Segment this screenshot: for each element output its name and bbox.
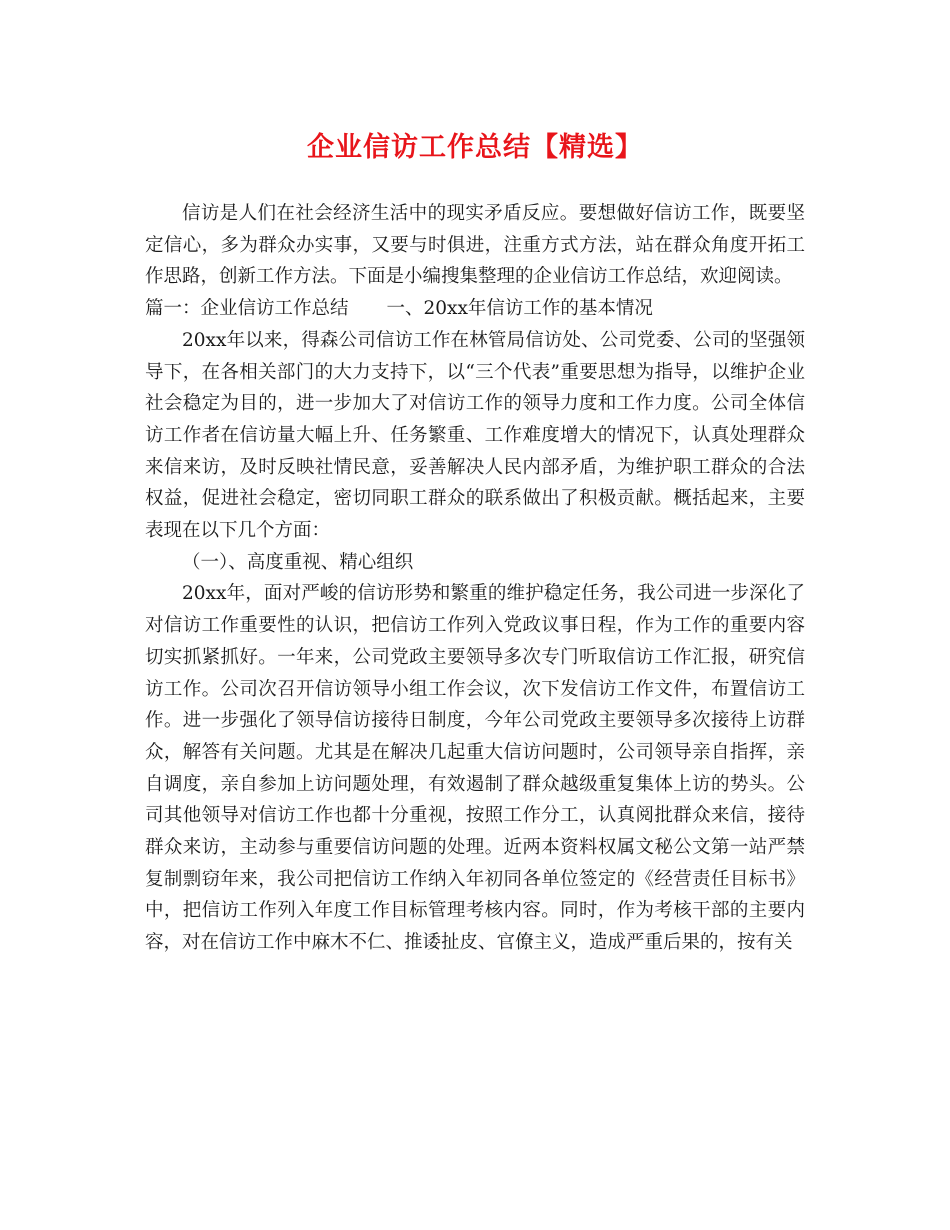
section-heading-part2: 一、20xx年信访工作的基本情况	[386, 298, 653, 320]
body-paragraph-2: 20xx年，面对严峻的信访形势和繁重的维护稳定任务，我公司进一步深化了对信访工作重要性的认识，把信访工作列入党政议事日程，作为工作的重要内容切实抓紧抓好。一年来，公司党政主要领导多次专门听取信访工作汇报，研究信访工作。公司次召开信访领导小组工作会议，次下发信访工作文件，布置信访工作。进一步强化了领导信访接待日制度，今年公司党政主要领导多次接待上访群众，解答有关问题。尤其是在解决几起重大信访问题时，公司领导亲自指挥，亲自调度，亲自参加上访问题处理，有效遏制了群众越级重复集体上访的势头。公司其他领导对信访工作也都十分重视，按照工作分工，认真阅批群众来信，接待群众来访，主动参与重要信访问题的处理。近两本资料权属文秘公文第一站严禁复制剽窃年来，我公司把信访工作纳入年初同各单位签定的《经营责任目标书》中，把信访工作列入年度工作目标管理考核内容。同时，作为考核干部的主要内容，对在信访工作中麻木不仁、推诿扯皮、官僚主义，造成严重后果的，按有关	[145, 583, 805, 954]
body-paragraph-1: 20xx年以来，得森公司信访工作在林管局信访处、公司党委、公司的坚强领导下，在各相关部门的大力支持下，以“三个代表”重要思想为指导，以维护企业社会稳定为目的，进一步加大了对信访工作的领导力度和工作力度。公司全体信访工作者在信访量大幅上升、任务繁重、工作难度增大的情况下，认真处理群众来信来访，及时反映社情民意，妥善解决人民内部矛盾，为维护职工群众的合法权益，促进社会稳定，密切同职工群众的联系做出了积极贡献。概括起来，主要表现在以下几个方面：	[145, 329, 805, 542]
section-heading	[145, 293, 805, 325]
section-heading-part1: 篇一：企业信访工作总结	[145, 298, 349, 320]
document-title: 企业信访工作总结【精选】	[307, 132, 643, 163]
document-page	[145, 128, 805, 959]
intro-paragraph: 信访是人们在社会经济生活中的现实矛盾反应。要想做好信访工作，既要坚定信心，多为群众办实事，又要与时俱进，注重方式方法，站在群众角度开拓工作思路，创新工作方法。下面是小编搜集整理的企业信访工作总结，欢迎阅读。	[145, 203, 805, 288]
subheading-1: （一）、高度重视、精心组织	[182, 551, 414, 573]
